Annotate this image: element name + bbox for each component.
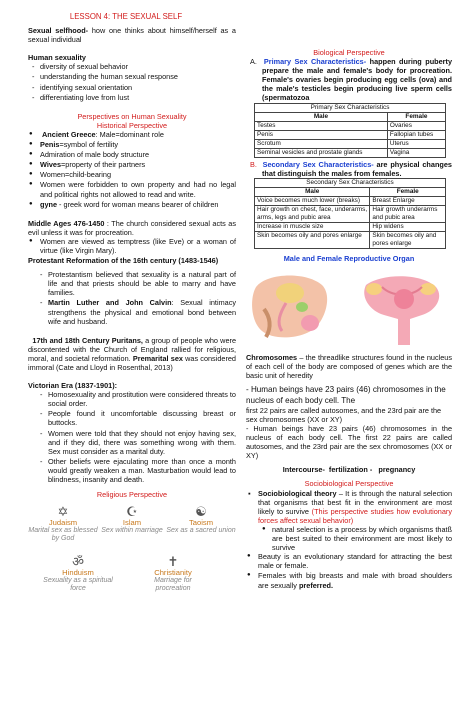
human-sexuality-list xyxy=(28,62,236,101)
primary-sex-characteristics xyxy=(246,57,452,102)
list-item: ● Admiration of male body structure xyxy=(40,150,236,159)
ancient-greece-text: : Male=dominant role xyxy=(95,129,164,139)
list-letter: B. xyxy=(250,159,257,169)
sexual-selfhood-definition xyxy=(28,26,236,44)
human-sexuality-heading: Human sexuality xyxy=(28,53,86,63)
sociobiological-term: Sociobiological theory xyxy=(258,488,337,498)
primary-text: happen during puberty prepare the male and female's body for procreation. Female's ovaries begin producing egg cells (ova) and the male's testicles begin producing live sperm cells (spermatozoa xyxy=(262,57,452,103)
middle-ages-text: : The church considered sexual acts as evil unless it was for procreation. xyxy=(28,218,236,237)
table-cell: Voice becomes much lower (breaks) xyxy=(255,196,370,205)
evolution-list xyxy=(246,552,452,589)
wives-term: Wives xyxy=(40,160,62,170)
natural-selection-list xyxy=(246,525,452,552)
table-caption: Primary Sex Characteristics xyxy=(255,103,446,112)
table-caption: Secondary Sex Characteristics xyxy=(255,178,446,187)
list-item: - Other beliefs were ejaculating more than once a month would greatly weaken a man. Masturbation would lead to blindness, insanity and death. xyxy=(48,457,236,484)
table-cell: Skin becomes oily and pores enlarge xyxy=(255,231,370,248)
religion-islam xyxy=(97,505,167,535)
list-letter: A. xyxy=(250,57,257,67)
historical-perspective-heading: Historical Perspective xyxy=(96,120,168,130)
table-cell: Scrotum xyxy=(255,139,388,148)
list-item: - Women were told that they should not enjoy having sex, and if they did, there was something wrong with them. Sex must consider as a marital duty. xyxy=(48,429,236,456)
list-item xyxy=(40,160,236,169)
gyne-text: - greek word for woman means bearer of children xyxy=(57,199,219,209)
luther-calvin-term: Martin Luther and John Calvin xyxy=(48,298,172,308)
gyne-term: gyne xyxy=(40,199,58,209)
table-row xyxy=(255,148,446,157)
table-cell: Hip widens xyxy=(370,222,446,231)
table-cell: Uterus xyxy=(387,139,445,148)
table-row xyxy=(255,231,446,248)
sociobiological-text: – It is through the natural selection that organisms that best fit in the environment are most likely to survive xyxy=(258,488,453,516)
list-item xyxy=(48,298,236,325)
premarital-term: Premarital sex xyxy=(132,353,183,363)
religion-name: Judaism xyxy=(48,518,78,528)
list-item: - People found it uncomfortable discussing breast or buttocks. xyxy=(48,409,236,427)
penis-text: =symbol of fertility xyxy=(59,140,119,150)
intercourse-sequence: Intercourse- fertilization - pregnancy xyxy=(282,465,416,475)
list-item: - diversity of sexual behavior xyxy=(40,62,236,71)
chromosomes-term: Chromosomes xyxy=(246,352,298,362)
left-column xyxy=(28,0,236,613)
females-text: Females with big breasts and male with broad shoulders are sexually xyxy=(258,571,452,590)
table-header: Female xyxy=(387,112,445,121)
victorian-list xyxy=(28,390,236,484)
middle-ages-list xyxy=(28,237,236,255)
list-item: - identifying sexual orientation xyxy=(40,83,236,92)
religion-description: Marriage for procreation xyxy=(154,577,192,593)
star-of-david-icon: ✡ xyxy=(57,504,69,520)
sexual-selfhood-term: Sexual selfhood- xyxy=(28,26,89,36)
list-item: ● Women=child-bearing xyxy=(40,170,236,179)
table-row xyxy=(255,222,446,231)
list-item xyxy=(258,571,452,589)
premarital-text: was considered immoral (Cate and Lloyd in Rosenthal, 2013) xyxy=(28,353,236,372)
religion-name: Islam xyxy=(122,518,142,528)
table-cell: Penis xyxy=(255,130,388,139)
male-organ-illustration xyxy=(252,275,327,337)
middle-ages-paragraph xyxy=(28,219,236,237)
religion-name: Christianity xyxy=(154,568,192,578)
religion-hinduism xyxy=(43,555,113,593)
reformation-heading: Protestant Reformation of the 16th century (1483-1546) xyxy=(28,256,219,266)
chromosomes-definition xyxy=(246,353,452,380)
list-item: - differentiating love from lust xyxy=(40,93,236,102)
reproductive-organ-heading: Male and Female Reproductive Organ xyxy=(283,253,415,263)
religion-graphic xyxy=(28,503,236,613)
table-row xyxy=(255,205,446,222)
yin-yang-icon: ☯ xyxy=(195,504,207,520)
table-cell: Ovaries xyxy=(387,121,445,130)
chromosomes-text: – the threadlike structures found in the nucleus of each cell of the body are composed of genes which are the basic unit of heredity xyxy=(246,352,452,381)
list-item xyxy=(258,489,452,525)
right-column xyxy=(246,0,452,591)
table-header: Male xyxy=(255,112,388,121)
perspectives-heading: Perspectives on Human Sexuality xyxy=(77,111,187,121)
list-item: - understanding the human sexual response xyxy=(40,72,236,81)
reformation-list xyxy=(28,270,236,326)
table-cell: Fallopian tubes xyxy=(387,130,445,139)
table-header: Female xyxy=(370,187,446,196)
religion-description: Sex as a sacred union xyxy=(166,527,236,535)
list-item: ● natural selection is a process by which organisms thatß are best suited to their environment are most likely to survive xyxy=(272,525,452,552)
list-item xyxy=(40,140,236,149)
ancient-greece-term: Ancient Greece xyxy=(42,129,96,139)
secondary-text: are physical changes that distinguish the males from females. xyxy=(262,159,452,178)
chromosome-pairs-large-1: - Human beings have 23 pairs (46) chromosomes in the nucleus of each body cell. The xyxy=(246,385,446,405)
lesson-title: LESSON 4: THE SEXUAL SELF xyxy=(69,12,183,21)
middle-ages-term: Middle Ages 476-1450 xyxy=(28,218,105,228)
table-row xyxy=(255,196,446,205)
table-row xyxy=(255,130,446,139)
table-cell: Hair growth on chest, face, underarms, arms, legs and pubic area xyxy=(255,205,370,222)
puritans-text: a group of people who were discontented with the Church of England rallied for religious, moral, and societal reformation. xyxy=(28,335,236,363)
list-item: ● Women were forbidden to own property and had no legal and political rights not allowed to read and write. xyxy=(40,180,236,198)
religion-taoism xyxy=(166,505,236,535)
list-item: ● Beauty is an evolutionary standard for attracting the best male or female. xyxy=(258,552,452,570)
sociobiological-heading: Sociobiological Perspective xyxy=(304,479,394,489)
preferred-text: preferred. xyxy=(298,580,334,590)
puritans-term: 17th and 18th Century Puritans, xyxy=(32,335,143,345)
primary-term: Primary Sex Characteristics- xyxy=(263,57,367,67)
list-item: - Protestantism believed that sexuality is a natural part of life and that priests should be able to marry and have families. xyxy=(48,270,236,297)
table-cell: Seminal vesicles and prostate glands xyxy=(255,148,388,157)
table-row xyxy=(255,139,446,148)
list-item xyxy=(40,200,236,209)
table-cell: Breast Enlarge xyxy=(370,196,446,205)
table-header: Male xyxy=(255,187,370,196)
secondary-sex-table xyxy=(254,178,446,249)
secondary-sex-characteristics xyxy=(246,160,452,178)
primary-sex-table xyxy=(254,103,446,158)
chromosome-pairs-large-2: first 22 pairs are called autosomes, and the 23rd pair are the sex chromosomes (XX or XY) xyxy=(246,405,442,424)
cross-icon: ✝ xyxy=(167,554,179,570)
luther-calvin-text: : Sexual intimacy strengthens the physical and emotional bond between wife and husband. xyxy=(48,298,236,326)
table-cell: Increase in muscle size xyxy=(255,222,370,231)
sociobiological-note: (This perspective studies how evolutionary forces affect sexual behavior) xyxy=(258,506,453,525)
reproductive-organ-diagram xyxy=(246,267,451,351)
table-cell: Hair growth underarms and pubic area xyxy=(370,205,446,222)
puritans-paragraph xyxy=(28,336,236,372)
victorian-heading: Victorian Era (1837-1901): xyxy=(28,381,118,391)
religion-description: Sexuality as a spiritual force xyxy=(43,577,113,593)
religion-christianity xyxy=(138,555,208,593)
list-item: ● Women are viewed as temptress (like Eve) or a woman of virtue (like Virgin Mary). xyxy=(40,237,236,255)
religion-judaism xyxy=(28,505,98,543)
sexual-selfhood-text: how one thinks about himself/herself as a sexual individual xyxy=(28,26,236,45)
om-icon: ॐ xyxy=(72,554,84,570)
table-cell: Vagina xyxy=(387,148,445,157)
religious-perspective-heading: Religious Perspective xyxy=(96,490,168,500)
list-item xyxy=(40,130,236,139)
chromosome-pairs-small: - Human beings have 23 pairs (46) chromosomes in the nucleus of each body cell. The first 22 pairs are called autosomes, and the 23rd pair are the sex chromosomes (XX or XY) xyxy=(246,424,452,461)
crescent-icon: ☪ xyxy=(126,504,138,520)
secondary-term: Secondary Sex Characteristics- xyxy=(262,159,374,169)
religion-name: Taoism xyxy=(188,518,214,528)
religion-description: Marital sex as blessed by God xyxy=(28,527,98,543)
table-cell: Testes xyxy=(255,121,388,130)
table-row xyxy=(255,121,446,130)
historical-list xyxy=(28,130,236,209)
table-cell: Skin becomes oily and pores enlarge xyxy=(370,231,446,248)
list-item: - Homosexuality and prostitution were considered threats to social order. xyxy=(48,390,236,408)
sociobiological-list xyxy=(246,489,452,525)
penis-term: Penis xyxy=(40,140,60,150)
religion-description: Sex within marriage xyxy=(101,527,163,535)
religion-name: Hinduism xyxy=(62,568,94,578)
wives-text: =property of their partners xyxy=(61,160,146,170)
biological-perspective-heading: Biological Perspective xyxy=(313,48,385,57)
